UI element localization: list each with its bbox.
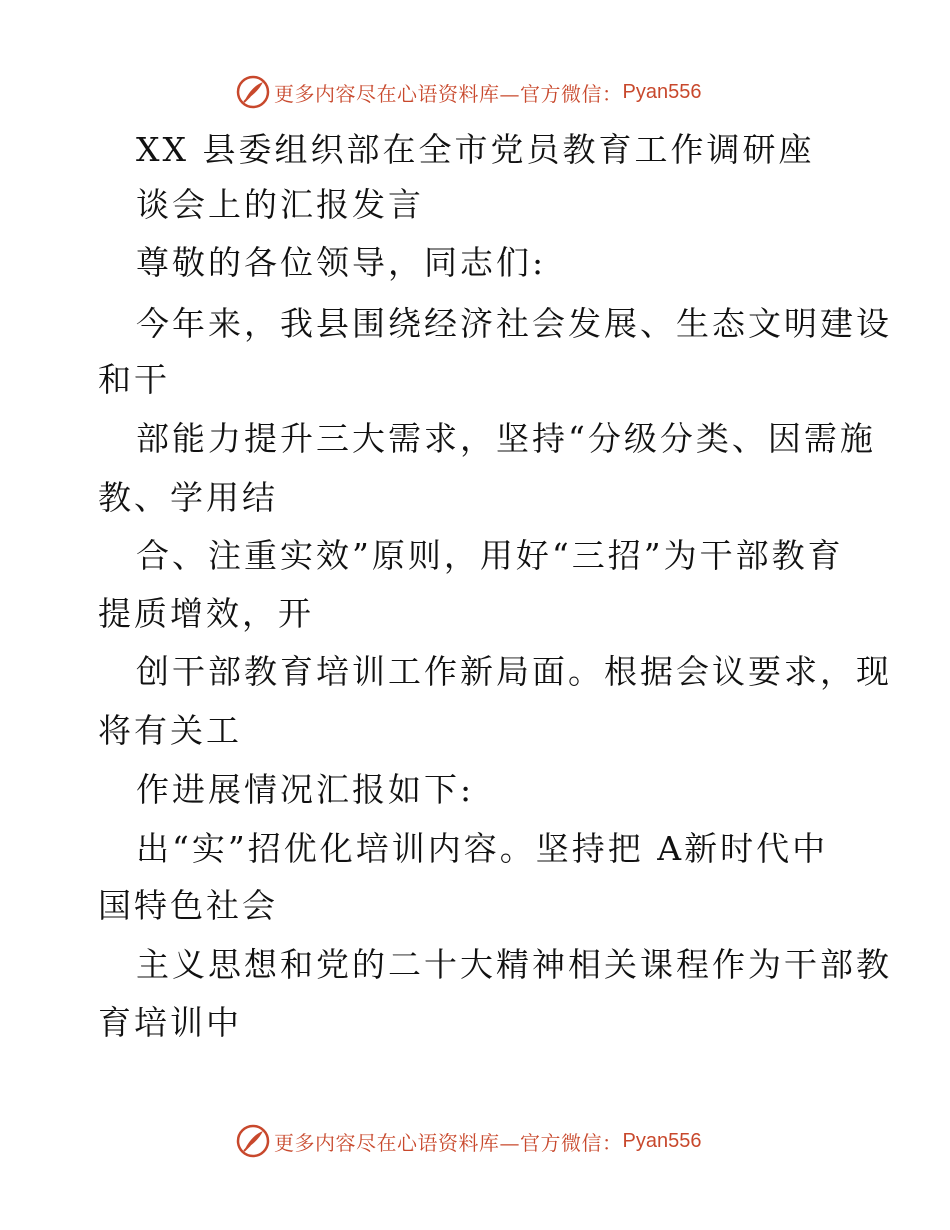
header-banner — [236, 72, 716, 112]
paragraph-line: 育培训中 — [98, 1003, 242, 1042]
paragraph-line: 作进展情况汇报如下: — [136, 770, 475, 809]
salutation: 尊敬的各位领导，同志们: — [136, 243, 547, 282]
paragraph-line: 和干 — [98, 360, 170, 399]
banner-wechat-id: Pyan556 — [622, 80, 702, 103]
banner-wechat-id: Pyan556 — [622, 1129, 702, 1152]
paragraph-line: 今年来，我县围绕经济社会发展、生态文明建设 — [136, 304, 892, 343]
feather-pen-logo-icon — [236, 1124, 270, 1158]
banner-text: 更多内容尽在心语资料库—官方微信： — [274, 1130, 623, 1155]
title-line-1: XX 县委组织部在全市党员教育工作调研座 — [136, 130, 815, 169]
paragraph-line: 主义思想和党的二十大精神相关课程作为干部教 — [136, 945, 892, 984]
footer-banner — [236, 1121, 716, 1161]
banner-text: 更多内容尽在心语资料库—官方微信： — [274, 81, 623, 106]
paragraph-line: 创干部教育培训工作新局面。根据会议要求，现 — [136, 652, 892, 691]
paragraph-line: 部能力提升三大需求，坚持“分级分类、因需施 — [136, 419, 876, 458]
paragraph-line: 教、学用结 — [98, 478, 278, 517]
paragraph-line: 出“实”招优化培训内容。坚持把 A新时代中 — [136, 829, 829, 868]
paragraph-line: 国特色社会 — [98, 886, 278, 925]
feather-pen-logo-icon — [236, 75, 270, 109]
paragraph-line: 将有关工 — [98, 711, 242, 750]
paragraph-line: 合、注重实效”原则，用好“三招”为干部教育 — [136, 536, 844, 575]
title-line-2: 谈会上的汇报发言 — [136, 185, 424, 224]
paragraph-line: 提质增效，开 — [98, 594, 314, 633]
